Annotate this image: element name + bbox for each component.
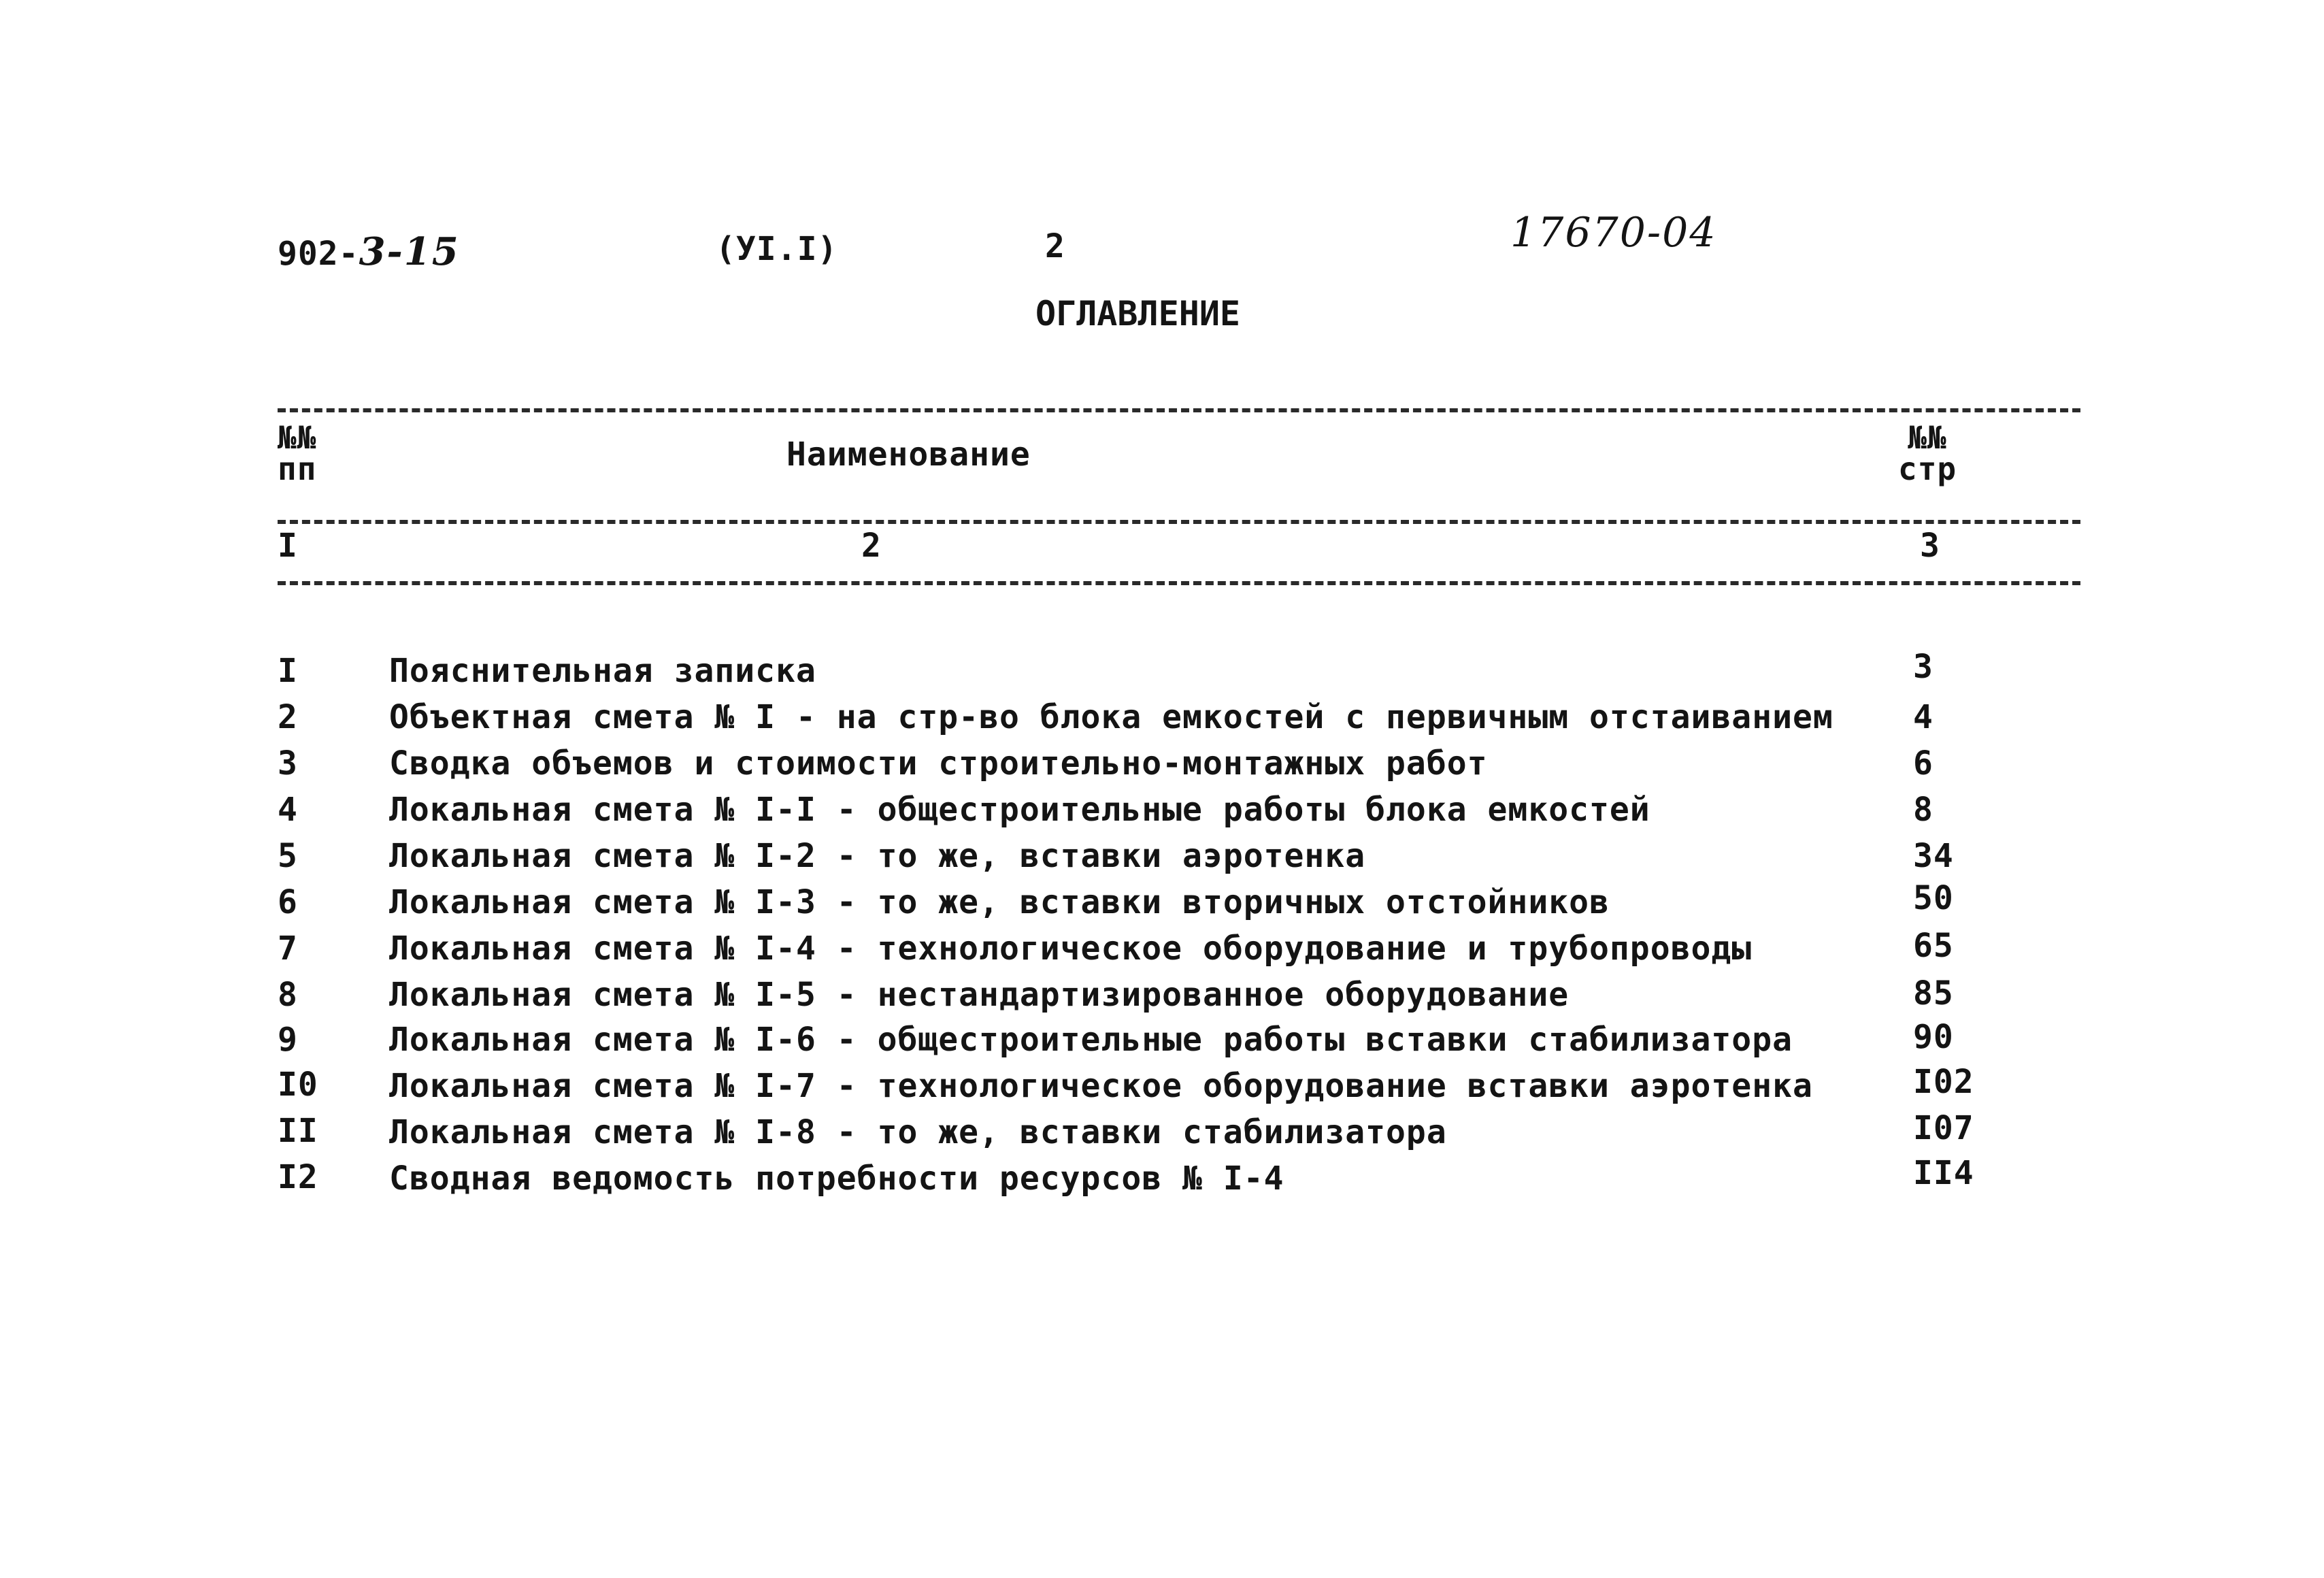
row-number: 8 xyxy=(278,976,298,1014)
row-number: II xyxy=(278,1112,318,1150)
column-header-number-top: №№ xyxy=(278,419,317,456)
row-page: 90 xyxy=(1913,1018,1954,1056)
document-code xyxy=(278,229,460,274)
row-name: Локальная смета № I-8 - то же, вставки стабилизатора xyxy=(389,1113,1447,1151)
table-header-divider xyxy=(278,520,2080,524)
row-name: Объектная смета № I - на стр-во блока емкостей с первичным отстаиванием xyxy=(389,698,1833,736)
row-name: Локальная смета № I-I - общестроительные работы блока емкостей xyxy=(389,791,1650,829)
column-header-page xyxy=(1898,419,1957,487)
row-number: 5 xyxy=(278,837,298,875)
archive-number: 17670-04 xyxy=(1510,209,1717,257)
row-name: Локальная смета № I-3 - то же, вставки вторичных отстойников xyxy=(389,883,1610,921)
row-number: 7 xyxy=(278,930,298,968)
row-page: II4 xyxy=(1913,1154,1974,1192)
row-number: I xyxy=(278,652,298,690)
row-page: 3 xyxy=(1913,648,1933,686)
column-header-number-bottom: пп xyxy=(278,450,317,487)
row-number: 6 xyxy=(278,883,298,921)
row-number: 9 xyxy=(278,1021,298,1059)
row-name: Сводка объемов и стоимости строительно-монтажных работ xyxy=(389,744,1488,783)
column-header-number xyxy=(278,419,317,487)
column-number-1: I xyxy=(278,527,298,565)
row-page: I02 xyxy=(1913,1063,1974,1101)
row-name: Локальная смета № I-7 - технологическое оборудование вставки аэротенка xyxy=(389,1067,1813,1105)
row-page: 4 xyxy=(1913,698,1933,736)
page-title: ОГЛАВЛЕНИЕ xyxy=(1035,294,1241,333)
row-number: I2 xyxy=(278,1158,318,1196)
row-name: Локальная смета № I-6 - общестроительные работы вставки стабилизатора xyxy=(389,1021,1793,1059)
row-name: Локальная смета № I-4 - технологическое оборудование и трубопроводы xyxy=(389,930,1753,968)
column-header-name: Наименование xyxy=(786,435,1031,474)
row-number: I0 xyxy=(278,1066,318,1104)
row-page: 50 xyxy=(1913,879,1954,917)
column-number-3: 3 xyxy=(1920,527,1940,565)
row-name: Локальная смета № I-5 - нестандартизированное оборудование xyxy=(389,976,1570,1014)
page-number: 2 xyxy=(1045,227,1065,265)
column-header-page-top: №№ xyxy=(1908,419,1947,456)
document-code-handwritten: 3-15 xyxy=(359,229,460,274)
row-page: 34 xyxy=(1913,837,1954,875)
row-page: 65 xyxy=(1913,927,1954,965)
row-page: 8 xyxy=(1913,791,1933,829)
row-page: 85 xyxy=(1913,974,1954,1013)
row-name: Сводная ведомость потребности ресурсов № I-4 xyxy=(389,1160,1284,1198)
row-name: Пояснительная записка xyxy=(389,652,816,690)
row-number: 4 xyxy=(278,791,298,829)
row-page: I07 xyxy=(1913,1109,1974,1147)
section-number: (УI.I) xyxy=(716,230,838,268)
column-header-page-bottom: стр xyxy=(1898,450,1957,487)
column-number-2: 2 xyxy=(861,527,882,565)
row-number: 3 xyxy=(278,744,298,783)
row-name: Локальная смета № I-2 - то же, вставки аэротенка xyxy=(389,837,1366,875)
row-page: 6 xyxy=(1913,744,1933,783)
row-number: 2 xyxy=(278,698,298,736)
table-header-bottom-border xyxy=(278,581,2080,585)
table-top-border xyxy=(278,408,2080,412)
document-code-typed: 902- xyxy=(278,235,359,273)
